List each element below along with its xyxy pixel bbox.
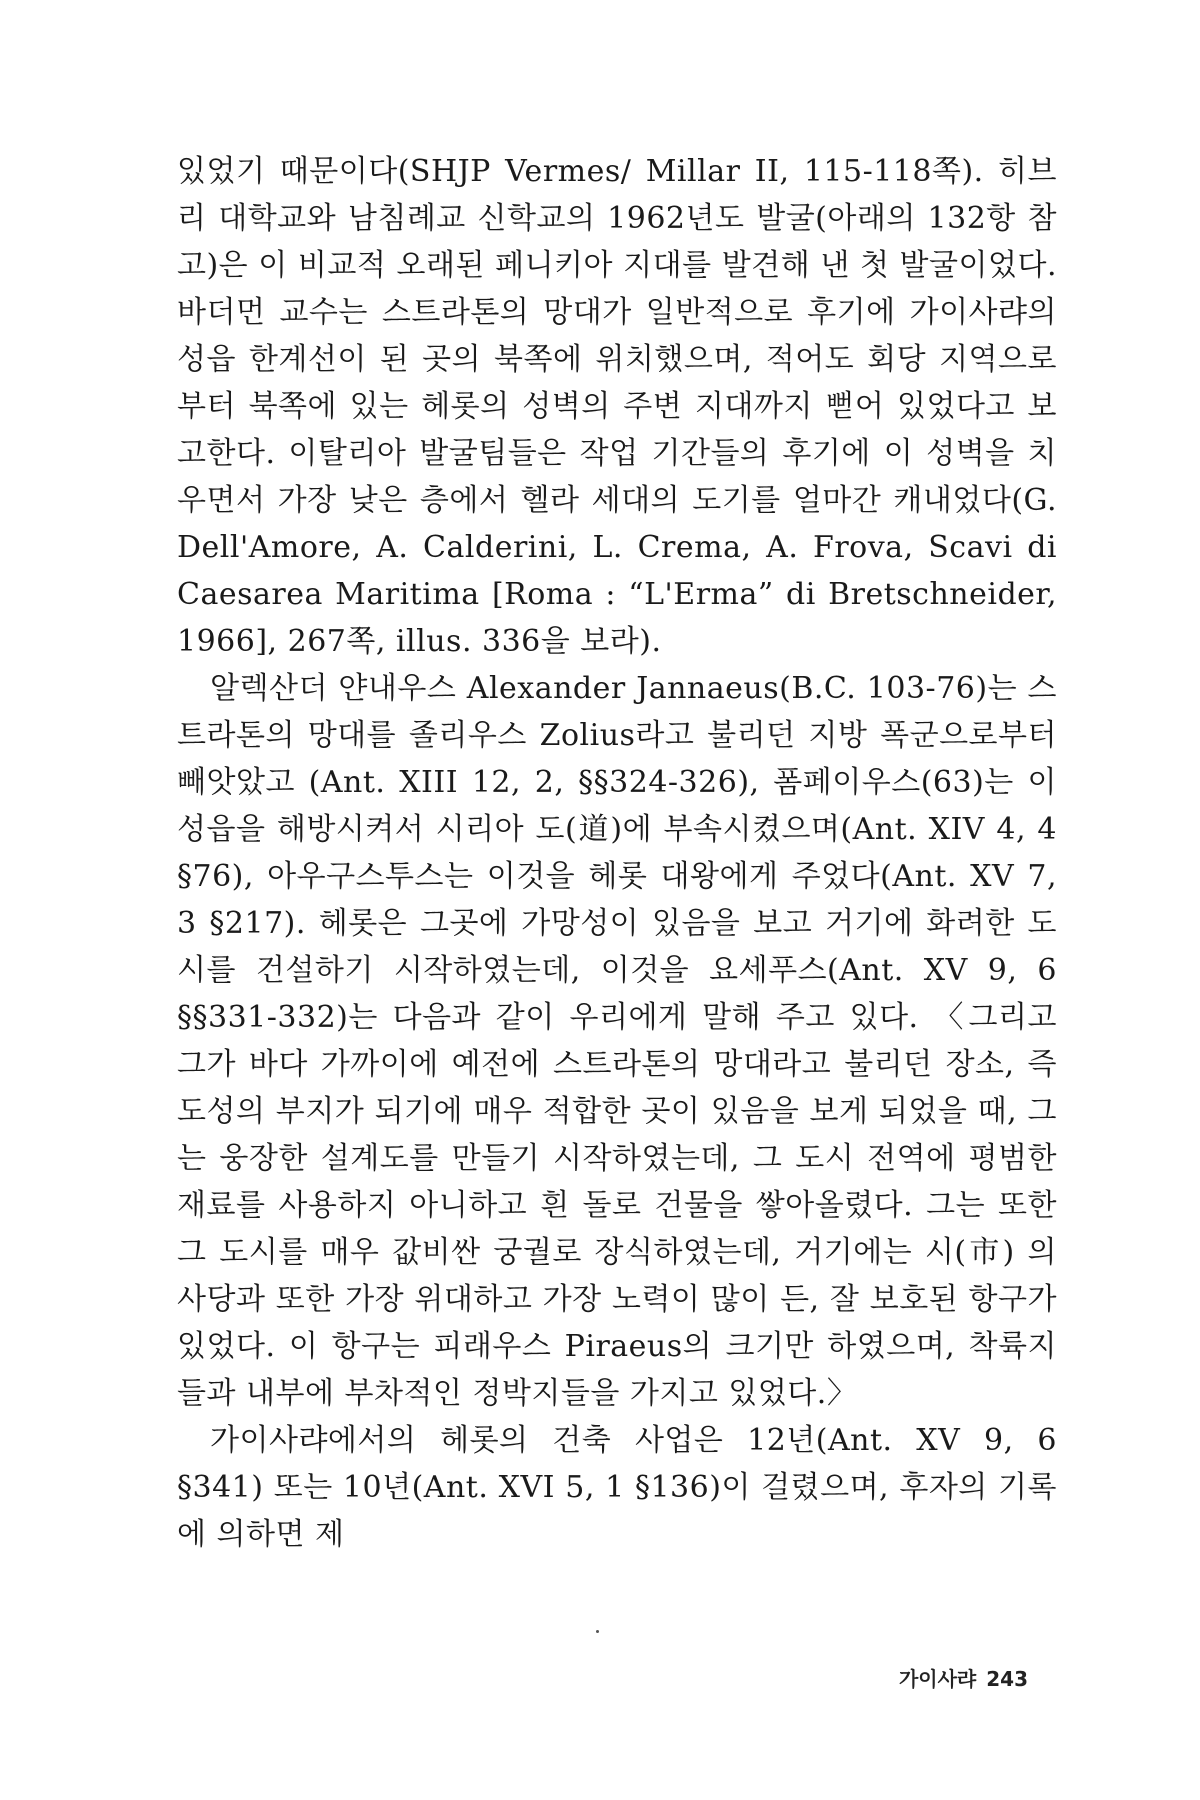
paragraph-jannaeus: 알렉산더 얀내우스 Alexander Jannaeus(B.C. 103-76)는 스트라톤의 망대를 졸리우스 Zolius라고 불리던 지방 폭군으로부터 빼앗았고 (Ant. XIII 12, 2, §§324-326), 폼페이우스(63)는 이 성읍을 해방시켜서 시리아 도(道)에 부속시켰으며(Ant. XIV 4, 4 §76), 아우구스투스는 이것을 헤롯 대왕에게 주었다(Ant. XV 7, 3 §217). 헤롯은 그곳에 가망성이 있음을 보고 거기에 화려한 도시를 건설하기 시작하였는데, 이것을 요세푸스(Ant. XV 9, 6 §§331-332)는 다음과 같이 우리에게 말해 주고 있다. 〈그리고 그가 바다 가까이에 예전에 스트라톤의 망대라고 불리던 장소, 즉 도성의 부지가 되기에 매우 적합한 곳이 있음을 보게 되었을 때, 그는 웅장한 설계도를 만들기 시작하였는데, 그 도시 전역에 평범한 재료를 사용하지 아니하고 흰 돌로 건물을 쌓아올렸다. 그는 또한 그 도시를 매우 값비싼 궁궐로 장식하였는데, 거기에는 시(市) 의사당과 또한 가장 위대하고 가장 노력이 많이 든, 잘 보호된 항구가 있었다. 이 항구는 피래우스 Piraeus의 크기만 하였으며, 착륙지들과 내부에 부차적인 정박지들을 가지고 있었다.〉 (177, 671, 1057, 1411)
print-speck (596, 1630, 599, 1633)
paragraph-building-project: 가이사랴에서의 헤롯의 건축 사업은 12년(Ant. XV 9, 6 §341) 또는 10년(Ant. XVI 5, 1 §136)이 걸렸으며, 후자의 기록에 의하면 제 (177, 1423, 1057, 1552)
running-title: 가이사랴 (898, 1667, 977, 1691)
page-footer (899, 1663, 1028, 1692)
paragraph-continuation: 있었기 때문이다(SHJP Vermes/ Millar II, 115-118쪽). 히브리 대학교와 남침례교 신학교의 1962년도 발굴(아래의 132항 참고)은 이 비교적 오래된 페니키아 지대를 발견해 낸 첫 발굴이었다. 바더먼 교수는 스트라톤의 망대가 일반적으로 후기에 가이사랴의 성읍 한계선이 된 곳의 북쪽에 위치했으며, 적어도 회당 지역으로부터 북쪽에 있는 헤롯의 성벽의 주변 지대까지 뻗어 있었다고 보고한다. 이탈리아 발굴팀들은 작업 기간들의 후기에 이 성벽을 치우면서 가장 낮은 층에서 헬라 세대의 도기를 얼마간 캐내었다(G. Dell'Amore, A. Calderini, L. Crema, A. Frova, Scavi di Caesarea Maritima [Roma : “L'Erma” di Bretschneider, 1966], 267쪽, illus. 336을 보라). (177, 154, 1057, 659)
page-number: 243 (986, 1667, 1028, 1691)
body-text (177, 148, 1057, 1558)
